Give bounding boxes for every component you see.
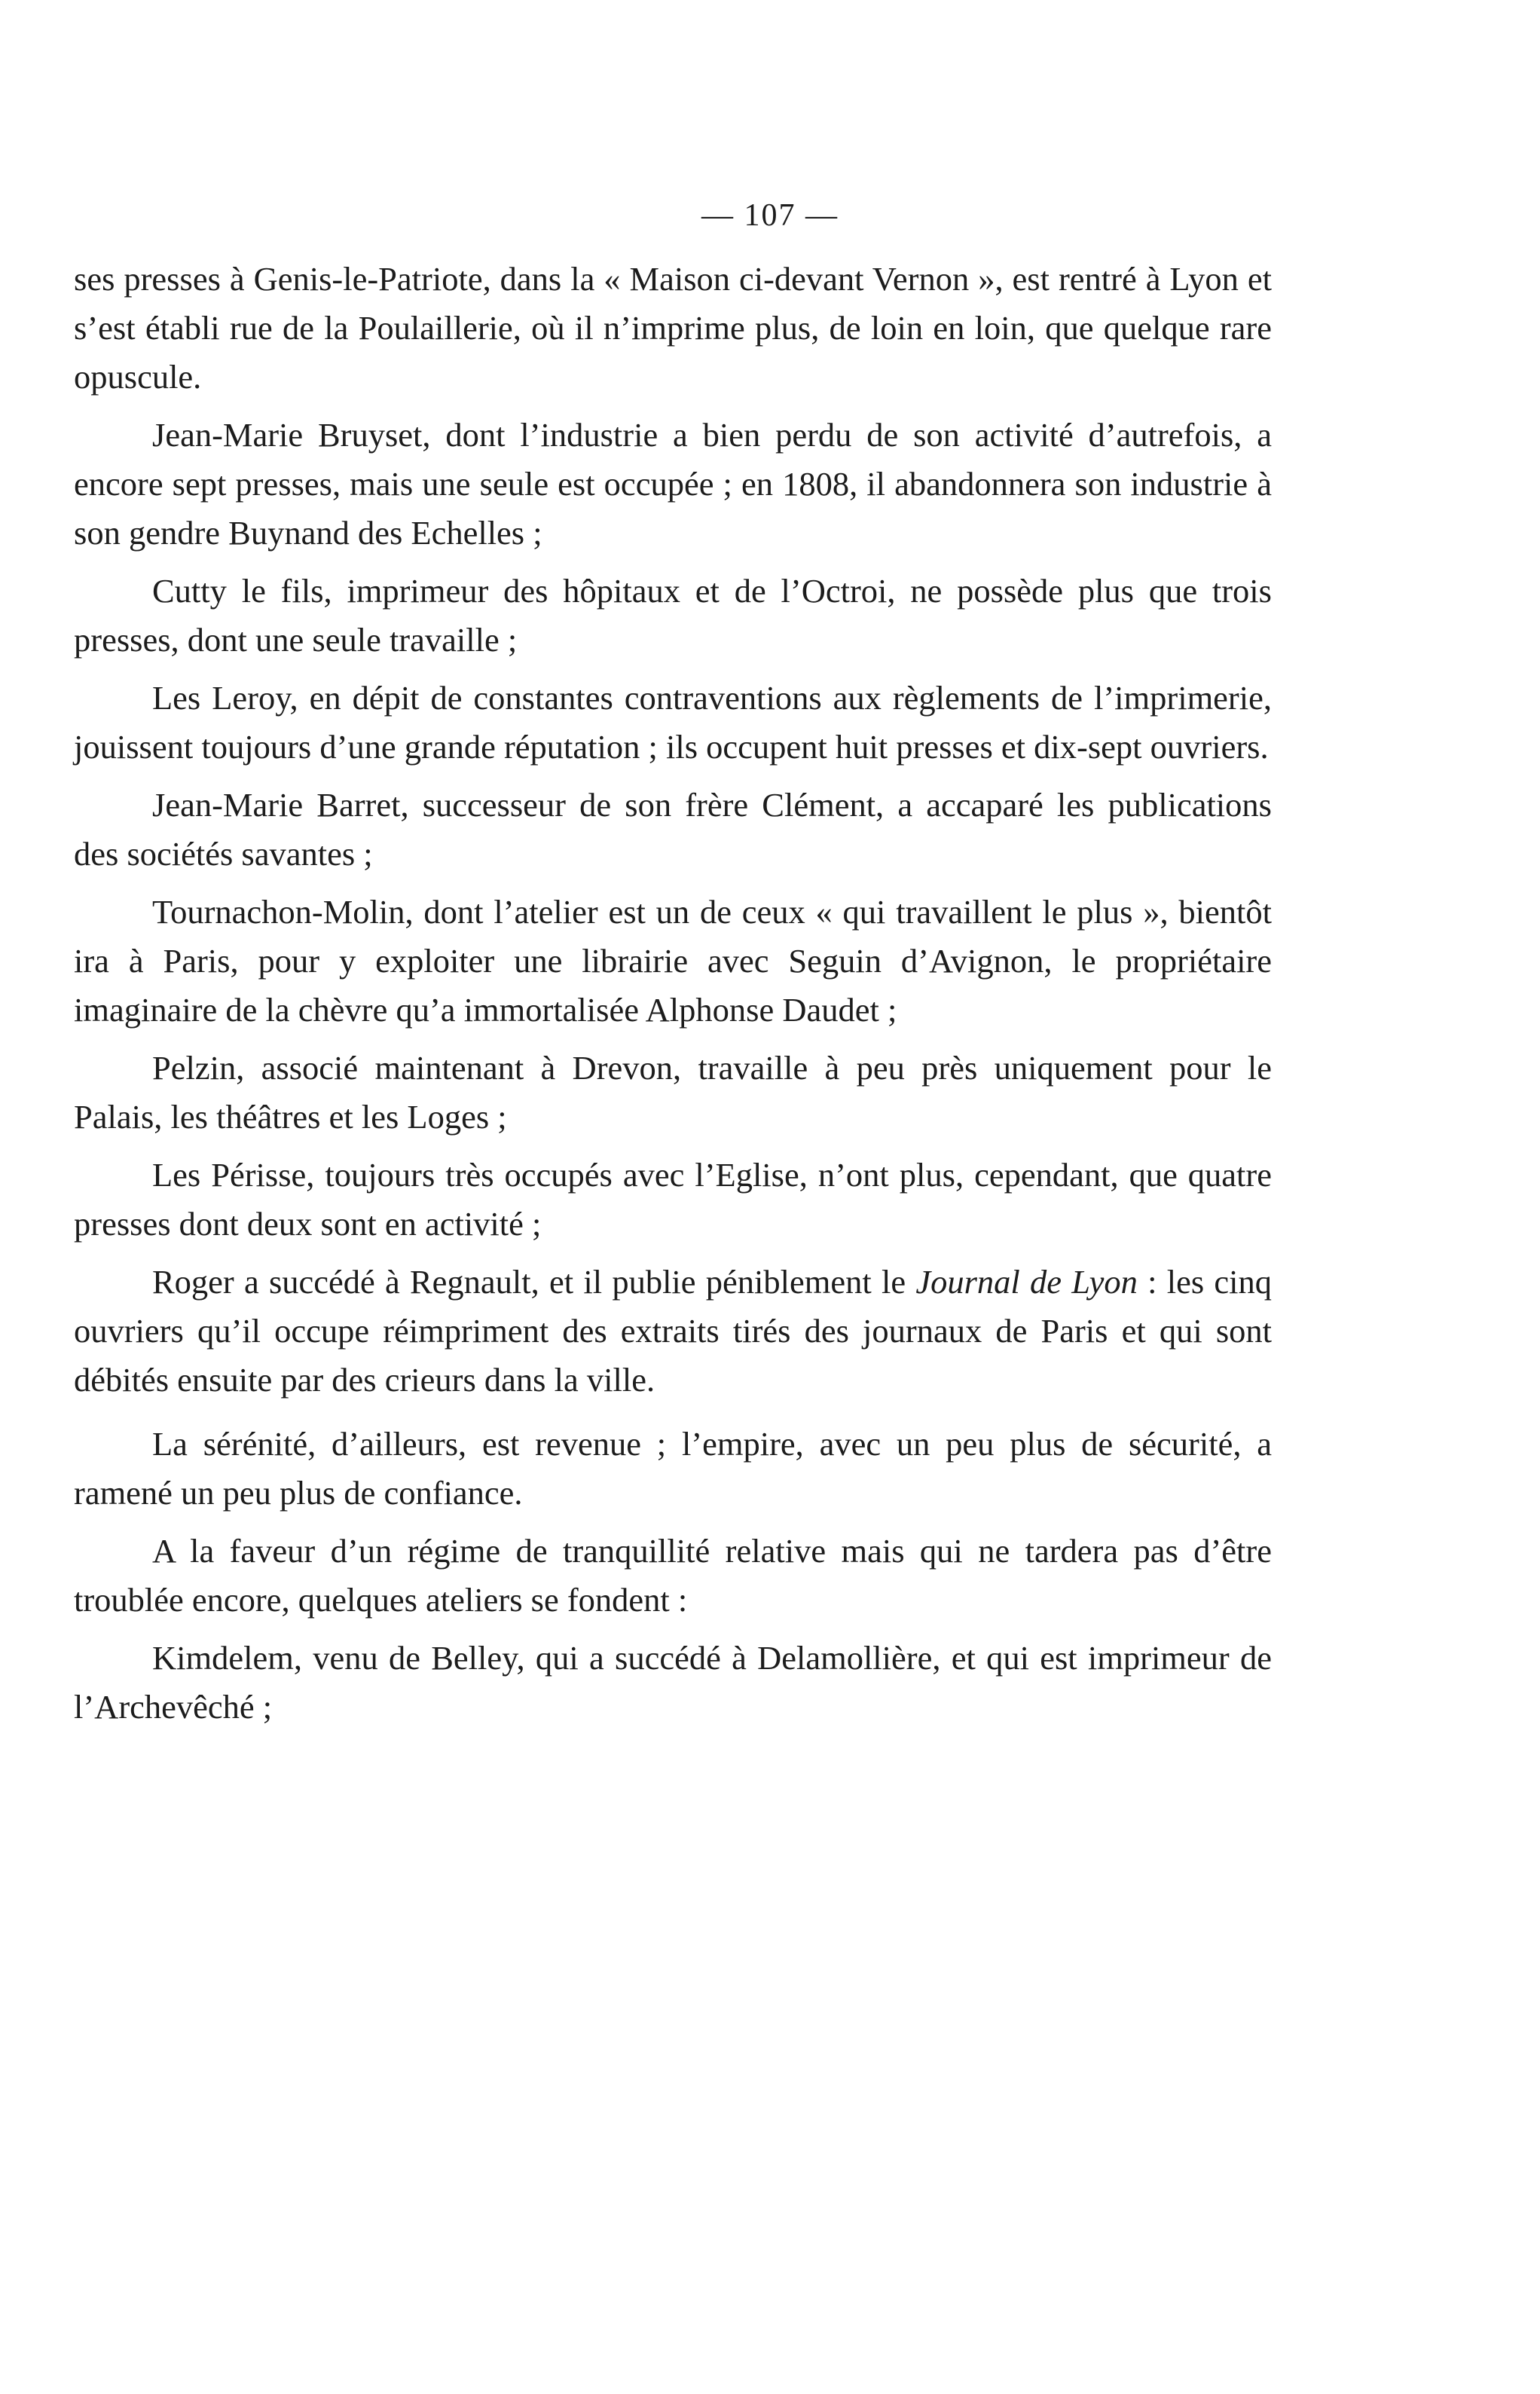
paragraph-faveur: A la faveur d’un régime de tranquillité relative mais qui ne tardera pas d’être troublée encore, quelques ateliers se fondent :: [74, 1532, 1272, 1619]
page-number: — 107 —: [701, 198, 839, 233]
paragraph-pelzin: Pelzin, associé maintenant à Drevon, travaille à peu près uniquement pour le Palais, les théâtres et les Loges ;: [74, 1049, 1272, 1136]
paragraph-roger: [74, 1258, 1272, 1405]
paragraph-cutty: Cutty le fils, imprimeur des hôpitaux et de l’Octroi, ne possède plus que trois presses, dont une seule travaille ;: [74, 572, 1272, 659]
paragraph-barret: Jean-Marie Barret, successeur de son frère Clément, a accaparé les publications des sociétés savantes ;: [74, 786, 1272, 873]
paragraph-bruyset: Jean-Marie Bruyset, dont l’industrie a bien perdu de son activité d’autrefois, a encore sept presses, mais une seule est occupée ; en 1808, il abandonnera son industrie à son gendre Buynand des Echelles ;: [74, 416, 1272, 552]
paragraph-perisse: Les Périsse, toujours très occupés avec l’Eglise, n’ont plus, cependant, que quatre presses dont deux sont en activité ;: [74, 1156, 1272, 1243]
paragraph-continuation: ses presses à Genis-le-Patriote, dans la « Maison ci-devant Vernon », est rentré à Lyon et s’est établi rue de la Poulaillerie, où il n’imprime plus, de loin en loin, que quelque rare opuscule.: [74, 260, 1272, 396]
paragraph-kimdelem: Kimdelem, venu de Belley, qui a succédé à Delamollière, et qui est imprimeur de l’Archevêché ;: [74, 1639, 1272, 1726]
paragraph-serenite: La sérénité, d’ailleurs, est revenue ; l’empire, avec un peu plus de sécurité, a ramené un peu plus de confiance.: [74, 1425, 1272, 1512]
paragraph-tournachon: Tournachon-Molin, dont l’atelier est un de ceux « qui travaillent le plus », bientôt ira à Paris, pour y exploiter une librairie avec Seguin d’Avignon, le propriétaire imaginaire de la chèvre qu’a immortalisée Alphonse Daudet ;: [74, 893, 1272, 1029]
roger-text-after: : les cinq ouvriers qu’il occupe réimpriment des extraits tirés des journaux de Paris et qui sont débités ensuite par des crieurs dans la ville.: [74, 1263, 1272, 1399]
body-text: [74, 255, 1272, 1741]
roger-text-before: Roger a succédé à Regnault, et il publie péniblement le: [152, 1263, 916, 1301]
paragraph-leroy: Les Leroy, en dépit de constantes contraventions aux règlements de l’imprimerie, jouissent toujours d’une grande réputation ; ils occupent huit presses et dix-sept ouvriers.: [74, 679, 1272, 766]
journal-title: Journal de Lyon: [915, 1263, 1138, 1301]
